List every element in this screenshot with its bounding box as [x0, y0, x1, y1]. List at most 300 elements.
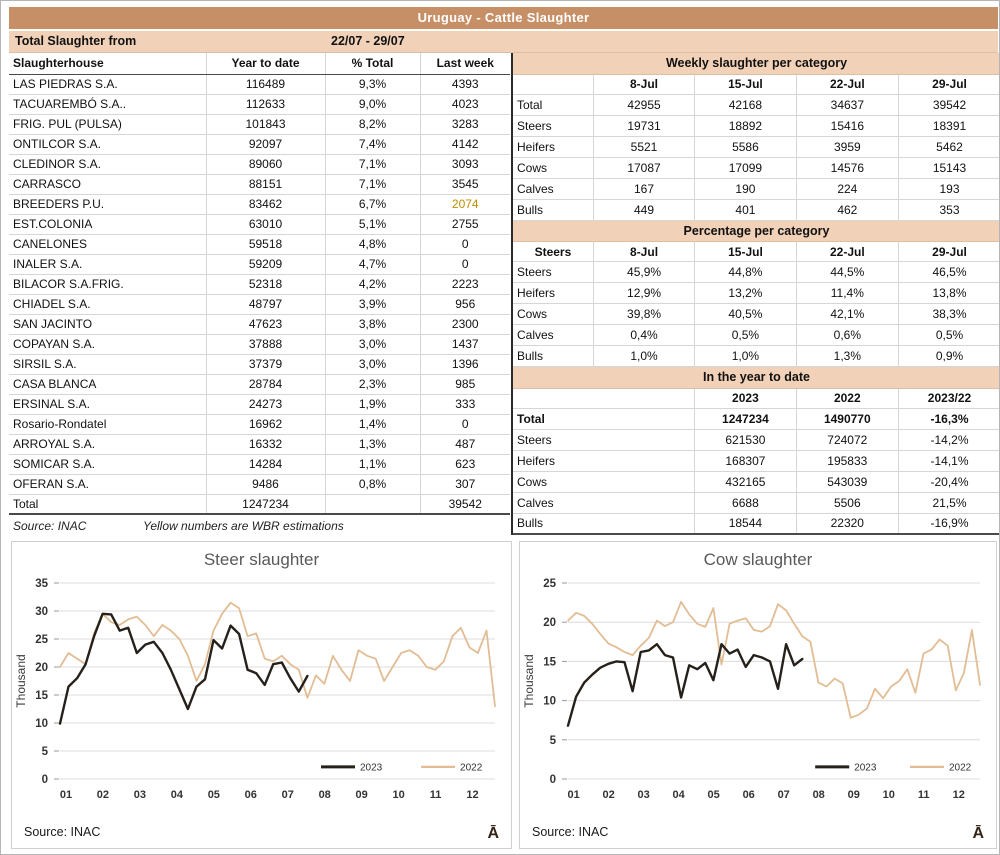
legend-label: 2022 [460, 762, 483, 774]
cell: 38,3% [899, 304, 1000, 325]
table-row [513, 408, 1000, 429]
column-header: 29-Jul [899, 74, 1000, 94]
row-label: Bulls [513, 513, 695, 534]
cell: 623 [420, 454, 510, 474]
cell: 46,5% [899, 262, 1000, 283]
cell: 18391 [899, 115, 1000, 136]
cell: 12,9% [593, 283, 694, 304]
table-row [9, 494, 510, 514]
x-tick-label: 02 [602, 789, 615, 801]
table-row [513, 429, 1000, 450]
cell: -16,3% [899, 408, 1000, 429]
x-tick-labels [568, 789, 965, 801]
cell: 1,0% [695, 346, 796, 367]
cell: 52318 [206, 274, 325, 294]
legend-label: 2023 [854, 762, 877, 774]
x-tick-labels [60, 789, 479, 801]
x-tick-label: 11 [917, 789, 930, 801]
row-label: Total [513, 94, 593, 115]
table-row [9, 254, 510, 274]
weekly-slaughter-table [513, 53, 1000, 221]
table-row [9, 294, 510, 314]
row-label: Calves [513, 178, 593, 199]
row-label: Rosario-Rondatel [9, 414, 206, 434]
table-row [9, 94, 510, 114]
cell: 88151 [206, 174, 325, 194]
cell: 9,0% [325, 94, 420, 114]
y-tick-label: 5 [549, 734, 556, 747]
cell: 101843 [206, 114, 325, 134]
cell: 21,5% [899, 492, 1000, 513]
cell: 8,2% [325, 114, 420, 134]
legend-label: 2022 [948, 762, 972, 774]
table-row [9, 354, 510, 374]
cell: 2,3% [325, 374, 420, 394]
cell: 18544 [695, 513, 796, 534]
row-label: EST.COLONIA [9, 214, 206, 234]
cell: 2074 [420, 194, 510, 214]
steer-chart-source: Source: INAC [24, 825, 101, 839]
row-label: BREEDERS P.U. [9, 194, 206, 214]
total-slaughter-from-label: Total Slaughter from [15, 34, 137, 48]
cell: 28784 [206, 374, 325, 394]
cell: -16,9% [899, 513, 1000, 534]
column-header: 22-Jul [796, 74, 898, 94]
cell: 7,1% [325, 154, 420, 174]
x-tick-label: 10 [392, 789, 405, 801]
header-row [9, 53, 510, 74]
cell: 0,5% [899, 325, 1000, 346]
x-tick-label: 07 [281, 789, 294, 801]
row-label: Steers [513, 262, 593, 283]
cell: 17099 [695, 157, 796, 178]
table-row [513, 346, 1000, 367]
steer-chart [12, 578, 511, 810]
cell: 9486 [206, 474, 325, 494]
cell: 48797 [206, 294, 325, 314]
section-header [513, 221, 1000, 242]
row-label: Steers [513, 429, 695, 450]
cell: 22320 [796, 513, 898, 534]
table-row [513, 492, 1000, 513]
cell: 40,5% [695, 304, 796, 325]
cell: 24273 [206, 394, 325, 414]
column-header: 8-Jul [593, 242, 694, 262]
cell [325, 494, 420, 514]
brand-logo-icon: Ā [487, 825, 499, 842]
cell: 3,0% [325, 354, 420, 374]
cell: 4,7% [325, 254, 420, 274]
row-label: TACUAREMBÓ S.A.. [9, 94, 206, 114]
brand-logo-icon: Ā [972, 825, 984, 842]
column-header: 15-Jul [695, 74, 796, 94]
cell: 63010 [206, 214, 325, 234]
slaughterhouse-table-body [9, 53, 510, 514]
cell: 42168 [695, 94, 796, 115]
x-tick-label: 12 [466, 789, 479, 801]
cell: 2300 [420, 314, 510, 334]
table-row [9, 194, 510, 214]
cell: 116489 [206, 74, 325, 94]
cell: 193 [899, 178, 1000, 199]
cell: -20,4% [899, 471, 1000, 492]
cell: 0 [420, 254, 510, 274]
cow-chart-title: Cow slaughter [703, 550, 813, 569]
x-tick-label: 05 [207, 789, 220, 801]
y-tick-label: 5 [41, 746, 48, 758]
cell: 0 [420, 414, 510, 434]
table-row [9, 154, 510, 174]
table-row [9, 334, 510, 354]
table-row [9, 174, 510, 194]
x-tick-label: 10 [882, 789, 895, 801]
row-label: Cows [513, 157, 593, 178]
cell: 9,3% [325, 74, 420, 94]
row-label: Cows [513, 471, 695, 492]
row-label: SOMICAR S.A. [9, 454, 206, 474]
table-row [9, 474, 510, 494]
cell: 17087 [593, 157, 694, 178]
table-row [513, 304, 1000, 325]
row-label: Calves [513, 325, 593, 346]
cell: 0,4% [593, 325, 694, 346]
cell: 112633 [206, 94, 325, 114]
x-tick-label: 07 [777, 789, 790, 801]
x-tick-label: 02 [96, 789, 110, 801]
cell: 353 [899, 199, 1000, 220]
cell: 92097 [206, 134, 325, 154]
cell: 39,8% [593, 304, 694, 325]
cell: 39542 [899, 94, 1000, 115]
table-row [9, 214, 510, 234]
header-row [513, 388, 1000, 408]
cell: 5586 [695, 136, 796, 157]
cell: 1,0% [593, 346, 694, 367]
y-tick-label: 15 [35, 690, 48, 702]
cell: 7,4% [325, 134, 420, 154]
row-label: INALER S.A. [9, 254, 206, 274]
row-label: Bulls [513, 199, 593, 220]
cell: 224 [796, 178, 898, 199]
cell: 16332 [206, 434, 325, 454]
category-tables [511, 53, 1000, 535]
cell: 1437 [420, 334, 510, 354]
cow-chart-panel [519, 541, 997, 849]
row-label: CARRASCO [9, 174, 206, 194]
cell: 2755 [420, 214, 510, 234]
cell: 167 [593, 178, 694, 199]
estimation-note: Yellow numbers are WBR estimations [143, 519, 344, 533]
cell: 15416 [796, 115, 898, 136]
cell: 89060 [206, 154, 325, 174]
row-label: Steers [513, 115, 593, 136]
x-tick-label: 04 [672, 789, 685, 801]
cell: 18892 [695, 115, 796, 136]
row-label: ONTILCOR S.A. [9, 134, 206, 154]
legend-label: 2023 [360, 762, 383, 774]
cell: 0,5% [695, 325, 796, 346]
x-tick-label: 04 [170, 789, 183, 801]
page-title: Uruguay - Cattle Slaughter [9, 7, 998, 29]
y-axis-label: Thousand [522, 654, 536, 708]
table-row [9, 74, 510, 94]
table-row [9, 274, 510, 294]
cell: 3,9% [325, 294, 420, 314]
section-title: Weekly slaughter per category [513, 53, 1000, 74]
header-row [513, 74, 1000, 94]
y-tick-label: 20 [35, 662, 48, 674]
column-header: 2023 [695, 388, 796, 408]
row-label: Total [513, 408, 695, 429]
section-header [513, 53, 1000, 74]
x-tick-label: 03 [637, 789, 650, 801]
table-row [9, 114, 510, 134]
row-label: SIRSIL S.A. [9, 354, 206, 374]
column-header [513, 74, 593, 94]
row-label: CLEDINOR S.A. [9, 154, 206, 174]
x-tick-label: 01 [567, 789, 580, 801]
x-tick-label: 09 [355, 789, 368, 801]
cell: 1247234 [206, 494, 325, 514]
column-header: Year to date [206, 53, 325, 74]
cell: 59518 [206, 234, 325, 254]
row-label: Calves [513, 492, 695, 513]
cell: 5,1% [325, 214, 420, 234]
cell: 3093 [420, 154, 510, 174]
cell: 47623 [206, 314, 325, 334]
cell: 333 [420, 394, 510, 414]
x-tick-label: 08 [318, 789, 331, 801]
row-label: Bulls [513, 346, 593, 367]
x-tick-label: 01 [59, 789, 73, 801]
cell: 1,3% [796, 346, 898, 367]
table-row [513, 283, 1000, 304]
series-2023-line [568, 644, 802, 726]
row-label: Heifers [513, 450, 695, 471]
header-row [513, 242, 1000, 262]
x-tick-label: 06 [244, 789, 257, 801]
subheader-band [9, 31, 998, 53]
column-header: 22-Jul [796, 242, 898, 262]
row-label: BILACOR S.A.FRIG. [9, 274, 206, 294]
column-header: Steers [513, 242, 593, 262]
row-label: ERSINAL S.A. [9, 394, 206, 414]
table-row [9, 394, 510, 414]
cell: 5462 [899, 136, 1000, 157]
column-header: 15-Jul [695, 242, 796, 262]
weekly-table-body [513, 53, 1000, 220]
y-tick-label: 20 [543, 617, 556, 630]
cell: 1,4% [325, 414, 420, 434]
cell: 16962 [206, 414, 325, 434]
row-label: CANELONES [9, 234, 206, 254]
section-title: In the year to date [513, 367, 1000, 388]
table-row [513, 199, 1000, 220]
cell: 462 [796, 199, 898, 220]
table-row [9, 134, 510, 154]
slaughterhouse-table [9, 53, 510, 515]
row-label: Cows [513, 304, 593, 325]
cell: 724072 [796, 429, 898, 450]
legend [815, 762, 971, 773]
cell: 4,8% [325, 234, 420, 254]
gridlines [543, 578, 980, 786]
cell: 42955 [593, 94, 694, 115]
cell: 3545 [420, 174, 510, 194]
cell: 5521 [593, 136, 694, 157]
date-range: 22/07 - 29/07 [331, 34, 405, 48]
table-row [513, 115, 1000, 136]
table-row [9, 434, 510, 454]
percentage-table-body [513, 221, 1000, 367]
y-tick-label: 15 [543, 656, 556, 669]
y-tick-label: 25 [35, 634, 48, 646]
table-row [513, 450, 1000, 471]
cell: 6688 [695, 492, 796, 513]
cell: 15143 [899, 157, 1000, 178]
cell: 543039 [796, 471, 898, 492]
y-tick-label: 30 [35, 606, 48, 618]
cell: 4,2% [325, 274, 420, 294]
y-tick-label: 0 [549, 774, 556, 786]
cell: 621530 [695, 429, 796, 450]
cell: 59209 [206, 254, 325, 274]
cell: 83462 [206, 194, 325, 214]
table-row [513, 471, 1000, 492]
cell: 4393 [420, 74, 510, 94]
cell: 39542 [420, 494, 510, 514]
steer-chart-title: Steer slaughter [203, 550, 320, 569]
x-tick-label: 05 [707, 789, 720, 801]
cow-chart [520, 578, 996, 810]
cell: 44,5% [796, 262, 898, 283]
table-row [513, 262, 1000, 283]
legend [321, 762, 483, 773]
cell: 1247234 [695, 408, 796, 429]
section-title: Percentage per category [513, 221, 1000, 242]
cell: 432165 [695, 471, 796, 492]
column-header: Slaughterhouse [9, 53, 206, 74]
cell: 985 [420, 374, 510, 394]
steer-chart-panel [11, 541, 512, 849]
cell: 37379 [206, 354, 325, 374]
cell: 0 [420, 234, 510, 254]
y-axis-label: Thousand [14, 654, 28, 708]
row-label: Heifers [513, 283, 593, 304]
column-header: 8-Jul [593, 74, 694, 94]
x-tick-label: 08 [812, 789, 825, 801]
cell: 14284 [206, 454, 325, 474]
cell: 19731 [593, 115, 694, 136]
x-tick-label: 09 [847, 789, 860, 801]
table-row [513, 325, 1000, 346]
cell: 1,9% [325, 394, 420, 414]
cell: 34637 [796, 94, 898, 115]
ytd-table-body [513, 367, 1000, 534]
source-label: Source: INAC [13, 519, 87, 533]
column-header: % Total [325, 53, 420, 74]
table-row [513, 513, 1000, 534]
cell: 1490770 [796, 408, 898, 429]
cell: 1,1% [325, 454, 420, 474]
x-tick-label: 11 [429, 789, 442, 801]
cell: 190 [695, 178, 796, 199]
row-label: FRIG. PUL (PULSA) [9, 114, 206, 134]
cell: 195833 [796, 450, 898, 471]
x-tick-label: 12 [952, 789, 965, 801]
y-tick-label: 35 [35, 578, 48, 590]
cell: 449 [593, 199, 694, 220]
row-label: OFERAN S.A. [9, 474, 206, 494]
cell: 44,8% [695, 262, 796, 283]
column-header: 2023/22 [899, 388, 1000, 408]
year-to-date-table [513, 367, 1000, 535]
table-row [9, 454, 510, 474]
cell: 42,1% [796, 304, 898, 325]
row-label: LAS PIEDRAS S.A. [9, 74, 206, 94]
row-label: COPAYAN S.A. [9, 334, 206, 354]
cell: 2223 [420, 274, 510, 294]
cell: 37888 [206, 334, 325, 354]
cell: 1396 [420, 354, 510, 374]
table-row [9, 314, 510, 334]
cell: 3959 [796, 136, 898, 157]
y-tick-label: 25 [543, 578, 556, 590]
cell: 956 [420, 294, 510, 314]
row-label: Total [9, 494, 206, 514]
cell: 11,4% [796, 283, 898, 304]
y-tick-label: 0 [41, 774, 48, 786]
cow-chart-source: Source: INAC [532, 825, 609, 839]
column-header: 29-Jul [899, 242, 1000, 262]
x-tick-label: 03 [133, 789, 147, 801]
cell: 7,1% [325, 174, 420, 194]
cell: 4023 [420, 94, 510, 114]
row-label: CHIADEL S.A. [9, 294, 206, 314]
x-tick-label: 06 [742, 789, 755, 801]
table-footnote [13, 519, 493, 533]
table-row [513, 136, 1000, 157]
table-row [513, 157, 1000, 178]
table-row [513, 94, 1000, 115]
column-header: 2022 [796, 388, 898, 408]
cell: 0,9% [899, 346, 1000, 367]
section-header [513, 367, 1000, 388]
cell: 6,7% [325, 194, 420, 214]
series-2023-line [60, 614, 307, 724]
cell: 0,8% [325, 474, 420, 494]
cell: 3,0% [325, 334, 420, 354]
cell: 3283 [420, 114, 510, 134]
column-header: Last week [420, 53, 510, 74]
percentage-table [513, 221, 1000, 368]
y-tick-label: 10 [35, 718, 48, 730]
row-label: Heifers [513, 136, 593, 157]
cell: -14,2% [899, 429, 1000, 450]
cell: 307 [420, 474, 510, 494]
cell: 401 [695, 199, 796, 220]
cell: 5506 [796, 492, 898, 513]
cell: 1,3% [325, 434, 420, 454]
cell: -14,1% [899, 450, 1000, 471]
cell: 13,2% [695, 283, 796, 304]
row-label: SAN JACINTO [9, 314, 206, 334]
cell: 168307 [695, 450, 796, 471]
cell: 3,8% [325, 314, 420, 334]
table-row [9, 234, 510, 254]
cell: 487 [420, 434, 510, 454]
cell: 4142 [420, 134, 510, 154]
